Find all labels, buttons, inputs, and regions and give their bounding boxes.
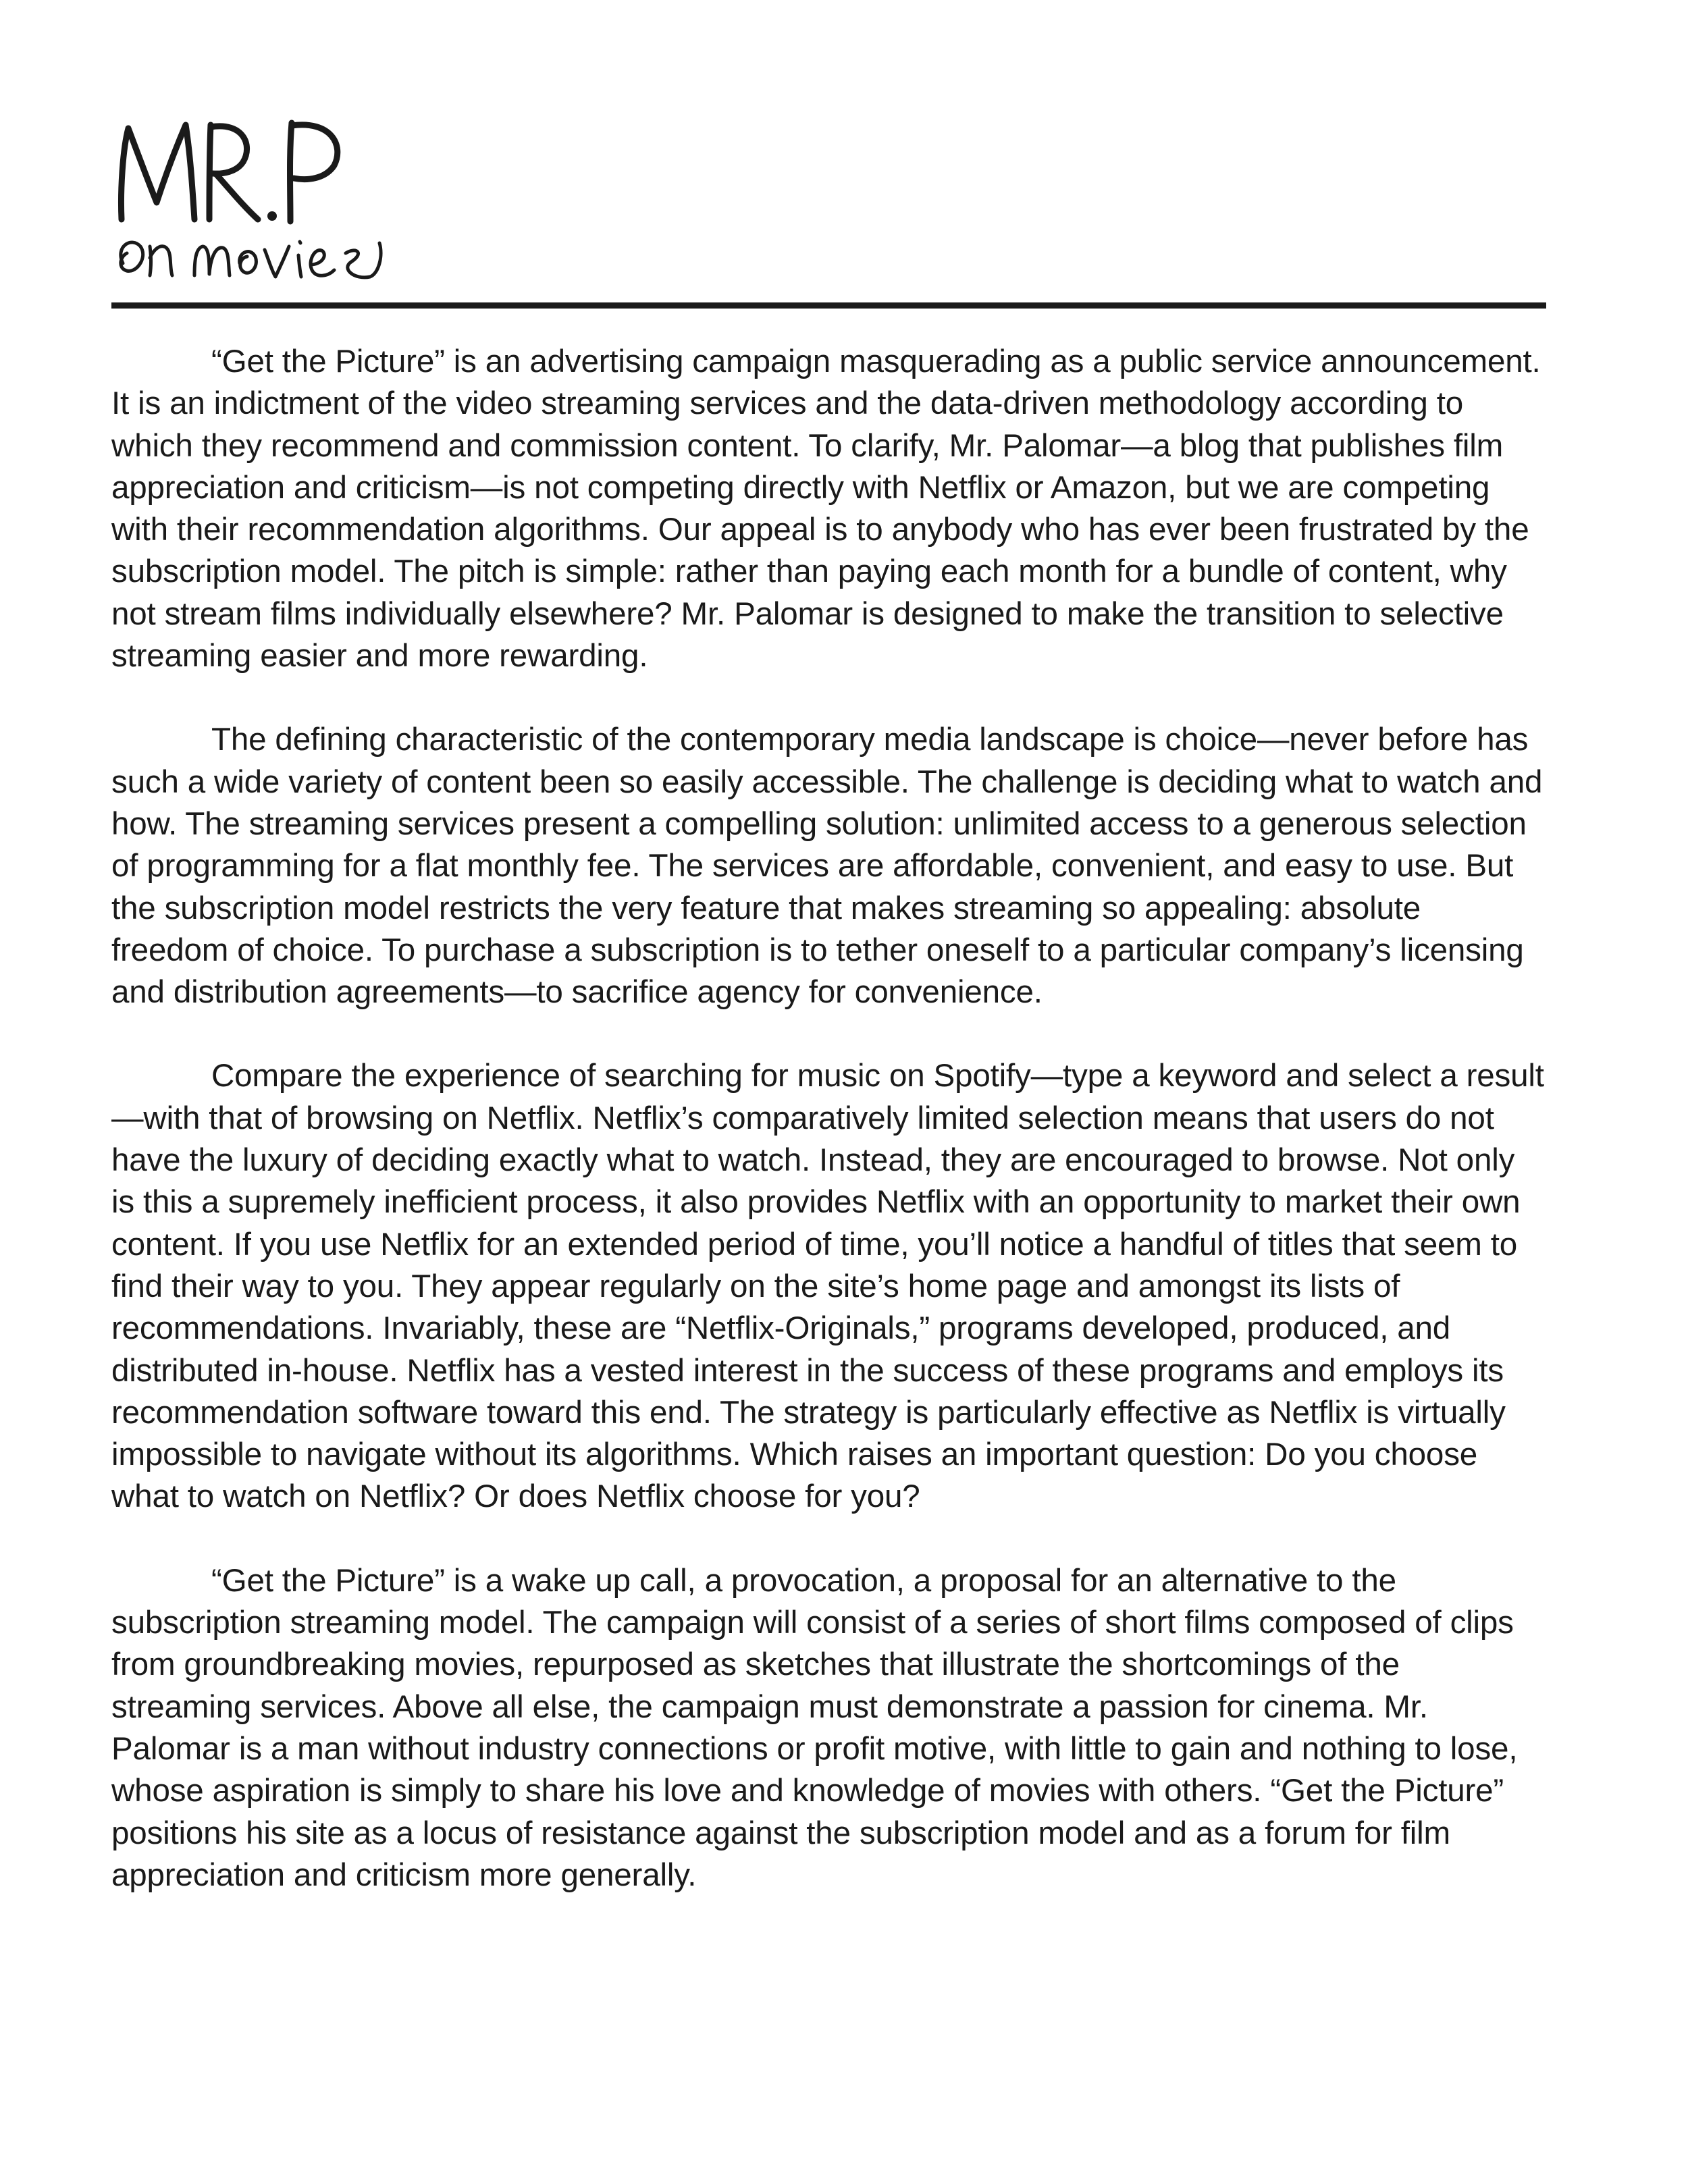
mr-p-on-movies-logo xyxy=(108,108,419,290)
paragraph-1: “Get the Picture” is an advertising campaign masquerading as a public service announcement. It is an indictment of the video streaming services and the data-driven methodology according to which they recommend and commission content. To clarify, Mr. Palomar—a blog that publishes film appreciation and criticism—is not competing directly with Netflix or Amazon, but we are competing with their recommendation algorithms. Our appeal is to anybody who has ever been frustrated by the subscription model. The pitch is simple: rather than paying each month for a bundle of content, why not stream films individually elsewhere? Mr. Palomar is designed to make the transition to selective streaming easier and more rewarding. xyxy=(111,344,1541,674)
paragraph-2: The defining characteristic of the contemporary media landscape is choice—never before has such a wide variety of content been so easily accessible. The challenge is deciding what to watch and how. The streaming services present a compelling solution: unlimited access to a generous selection of programming for a flat monthly fee. The services are affordable, convenient, and easy to use. But the subscription model restricts the very feature that makes streaming so appealing: absolute freedom of choice. To purchase a subscription is to tether oneself to a particular company’s licensing and distribution agreements—to sacrifice agency for convenience. xyxy=(111,722,1543,1011)
paragraph-3: Compare the experience of searching for music on Spotify—type a keyword and select a result—with that of browsing on Netflix. Netflix’s comparatively limited selection means that users do not have the luxury of deciding exactly what to watch. Instead, they are encouraged to browse. Not only is this a supremely inefficient process, it also provides Netflix with an opportunity to market their own content. If you use Netflix for an extended period of time, you’ll notice a handful of titles that seem to find their way to you. They appear regularly on the site’s home page and amongst its lists of recommendations. Invariably, these are “Netflix-Originals,” programs developed, produced, and distributed in-house. Netflix has a vested interest in the success of these programs and employs its recommendation software toward this end. The strategy is particularly effective as Netflix is virtually impossible to navigate without its algorithms. Which raises an important question: Do you choose what to watch on Netflix? Or does Netflix choose for you? xyxy=(111,1058,1544,1515)
header-rule xyxy=(111,302,1546,309)
article-body xyxy=(111,341,1546,1938)
logo-lettering-icon xyxy=(108,108,419,290)
paragraph-4: “Get the Picture” is a wake up call, a provocation, a proposal for an alternative to the subscription streaming model. The campaign will consist of a series of short films composed of clips from groundbreaking movies, repurposed as sketches that illustrate the shortcomings of the streaming services. Above all else, the campaign must demonstrate a passion for cinema. Mr. Palomar is a man without industry connections or profit motive, with little to gain and nothing to lose, whose aspiration is simply to share his love and knowledge of movies with others. “Get the Picture” positions his site as a locus of resistance against the subscription model and as a forum for film appreciation and criticism more generally. xyxy=(111,1562,1518,1893)
